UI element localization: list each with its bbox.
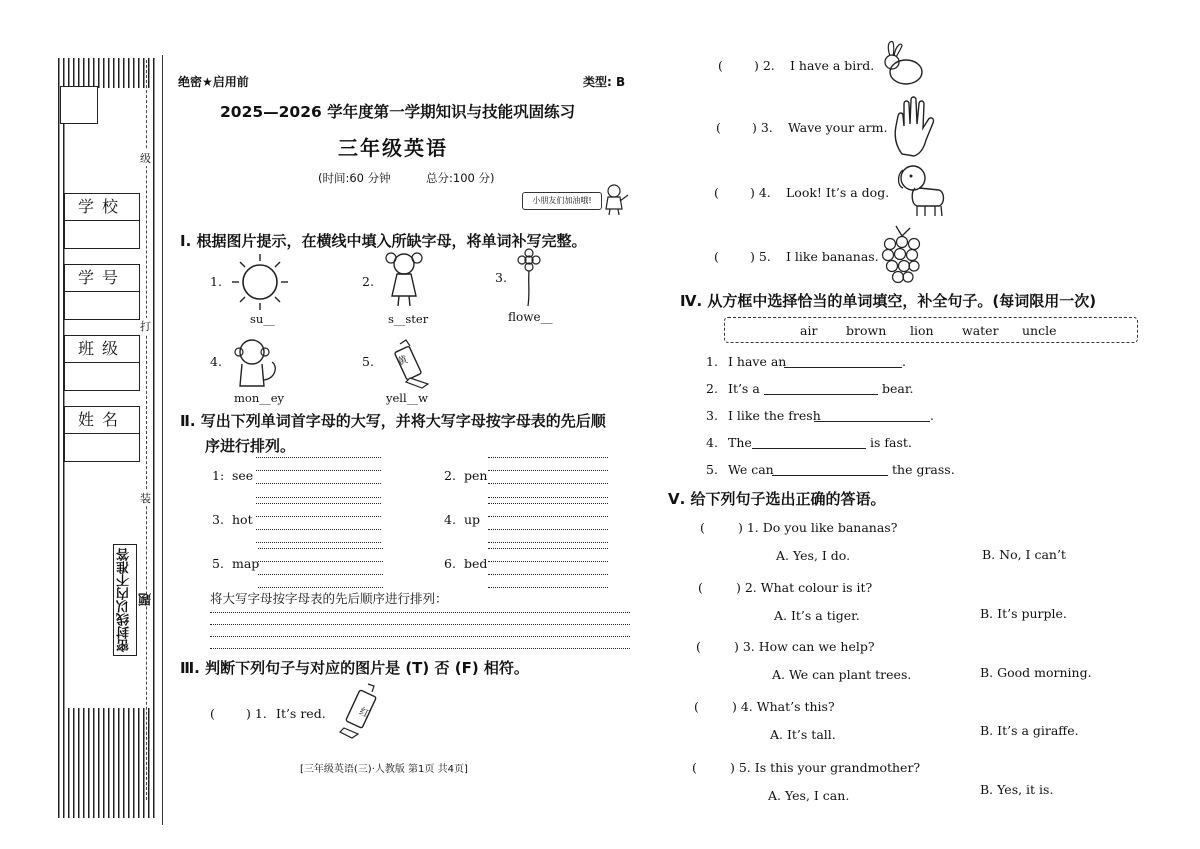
margin-line [162,55,163,825]
line-char-1: 级 [140,152,151,165]
s2-item-3-line-a[interactable] [256,503,381,504]
s1-item-1-word[interactable]: su__ [250,312,275,326]
s3-item-4-paren[interactable]: ( [714,185,719,200]
s5-item-3-option-b[interactable]: B. Good morning. [980,665,1092,680]
s2-item-3-line-d[interactable] [256,542,381,543]
s5-item-4-option-b[interactable]: B. It’s a giraffe. [980,723,1079,738]
section-4-title: Ⅳ. 从方框中选择恰当的单词填空，补全句子。(每词限用一次) [680,292,1097,310]
s3-item-1-text: It’s red. [276,706,326,721]
s2-answer-line-c[interactable] [210,636,630,637]
class-box[interactable] [64,335,140,391]
s4-item-1-pre: I have an [728,354,787,369]
yellow-crayon-char: 黄 [395,354,410,369]
s4-item-2-num: 2. [706,381,718,396]
s2-item-6-line-a[interactable] [488,548,608,549]
s2-item-3-word: hot [232,512,253,527]
s2-item-1-word: see [232,468,254,483]
s3-item-3-num: ) 3. [752,120,773,135]
s2-answer-line-b[interactable] [210,624,630,625]
s4-item-2-post: bear. [882,381,914,396]
s2-item-2-line-b[interactable] [488,470,608,471]
name-box[interactable] [64,406,140,462]
s2-item-3-line-c[interactable] [256,529,381,530]
s4-item-1-blank[interactable] [784,367,902,368]
s2-item-5-num: 5. [212,556,224,571]
s4-item-3-post: . [930,408,934,423]
s5-item-1-option-a[interactable]: A. Yes, I do. [776,548,851,563]
word-bank-item-3: lion [910,323,934,338]
word-bank-item-5: uncle [1022,323,1057,338]
s4-item-1-num: 1. [706,354,718,369]
word-bank-item-4: water [962,323,999,338]
line-char-2: 打 [140,320,151,333]
s2-item-6-line-b[interactable] [488,561,608,562]
s1-item-4-num: 4. [210,354,222,369]
sun-icon [228,250,292,314]
s4-item-2-blank[interactable] [764,394,878,395]
s2-item-1-num: 1: [212,468,225,483]
s1-item-5-num: 5. [362,354,374,369]
s5-item-1-option-b[interactable]: B. No, I can’t [982,547,1066,562]
s2-item-5-line-d[interactable] [258,587,383,588]
s5-item-5-paren[interactable]: ( [692,760,697,775]
student-id-label: 学号 [65,265,139,292]
section-5-title: Ⅴ. 给下列句子选出正确的答语。 [668,490,886,508]
exam-title: 2025—2026 学年度第一学期知识与技能巩固练习 [220,103,576,121]
word-bank-item-2: brown [846,323,887,338]
s2-item-2-word: pen [464,468,488,483]
s1-item-3-word[interactable]: flowe__ [508,310,553,324]
s4-item-5-post: the grass. [892,462,955,477]
flower-icon [516,248,542,308]
name-label: 姓名 [65,407,139,434]
yellow-crayon-icon [388,340,436,390]
s5-item-3-paren[interactable]: ( [696,639,701,654]
s4-item-4-post: is fast. [870,435,912,450]
s5-item-4-paren[interactable]: ( [694,699,699,714]
grapes-icon [880,224,926,286]
s1-item-5-word[interactable]: yell__w [386,391,429,405]
s2-item-2-line-a[interactable] [488,457,608,458]
rabbit-icon [878,38,930,90]
hand-icon [890,96,940,158]
school-box[interactable] [64,193,140,249]
section-2-title-line1: Ⅱ. 写出下列单词首字母的大写，并将大写字母按字母表的先后顺 [180,412,606,430]
type-label: 类型: B [583,75,626,89]
s4-item-3-num: 3. [706,408,718,423]
red-crayon-char: 红 [357,706,372,721]
s3-item-5-text: I like bananas. [786,249,879,264]
s2-item-3-num: 3. [212,512,224,527]
binding-tab [60,86,98,124]
s3-item-2-text: I have a bird. [790,58,875,73]
s2-item-6-word: bed [464,556,488,571]
s5-item-5-option-a[interactable]: A. Yes, I can. [768,788,850,803]
s5-item-2-question: ) 2. What colour is it? [736,580,873,595]
s3-item-4-text: Look! It’s a dog. [786,185,890,200]
student-id-box[interactable] [64,264,140,320]
s2-item-4-line-c[interactable] [488,529,608,530]
s1-item-3-num: 3. [495,270,507,285]
class-label: 班级 [65,336,139,363]
s4-item-4-blank[interactable] [752,448,866,449]
s5-item-3-option-a[interactable]: A. We can plant trees. [772,667,912,682]
s3-item-3-paren[interactable]: ( [716,120,721,135]
s1-item-2-num: 2. [362,274,374,289]
s2-item-4-line-a[interactable] [488,503,608,504]
s3-item-4-num: ) 4. [750,185,771,200]
s5-item-2-paren[interactable]: ( [698,580,703,595]
s2-item-4-line-b[interactable] [488,516,608,517]
dog-icon [895,160,949,220]
s4-item-3-blank[interactable] [814,421,930,422]
s2-item-1-line-c[interactable] [256,483,381,484]
s2-item-2-num: 2. [444,468,456,483]
s2-item-4-word: up [464,512,481,527]
s2-item-5-word: map [232,556,260,571]
s5-item-1-question: ) 1. Do you like bananas? [738,520,898,535]
s2-item-2-line-d[interactable] [488,497,608,498]
s5-item-4-option-a[interactable]: A. It’s tall. [770,727,836,742]
s3-item-3-text: Wave your arm. [788,120,888,135]
s3-item-2-paren[interactable]: ( [718,58,723,73]
s3-item-1-num: ) 1. [246,706,267,721]
s2-answer-line-a[interactable] [210,612,630,613]
s5-item-2-option-b[interactable]: B. It’s purple. [980,606,1067,621]
s3-item-5-num: ) 5. [750,249,771,264]
s2-item-2-line-c[interactable] [488,483,608,484]
word-bank-item-1: air [800,323,818,338]
s2-item-5-line-b[interactable] [258,561,383,562]
s1-item-1-num: 1. [210,274,222,289]
secret-label: 绝密★启用前 [178,75,249,89]
s2-item-1-line-d[interactable] [256,497,381,498]
s5-item-5-option-b[interactable]: B. Yes, it is. [980,782,1054,797]
s2-item-1-line-b[interactable] [256,470,381,471]
s3-item-5-paren[interactable]: ( [714,249,719,264]
s2-item-4-line-d[interactable] [488,542,608,543]
binding-panel [66,88,150,708]
subject-title: 三年级英语 [338,136,448,160]
school-label: 学校 [65,194,139,221]
s2-item-1-line-a[interactable] [256,457,381,458]
girl-sister-icon [382,250,426,310]
s5-item-3-question: ) 3. How can we help? [734,639,875,654]
monkey-icon [232,336,280,392]
s2-item-4-num: 4. [444,512,456,527]
s2-answer-line-d[interactable] [210,648,630,649]
score-info: 总分:100 分) [426,171,495,185]
girl-cheer-icon [600,183,630,217]
s4-item-4-num: 4. [706,435,718,450]
s2-item-6-num: 6. [444,556,456,571]
time-info: (时间:60 分钟 [318,171,391,185]
s5-item-5-question: ) 5. Is this your grandmother? [730,760,921,775]
cut-line [146,60,147,800]
s1-item-4-word[interactable]: mon__ey [234,391,285,405]
section-1-title: Ⅰ. 根据图片提示，在横线中填入所缺字母，将单词补写完整。 [180,232,587,250]
s2-item-5-line-c[interactable] [258,574,383,575]
s4-item-1-post: . [902,354,906,369]
section-3-title: Ⅲ. 判断下列句子与对应的图片是 (T) 否 (F) 相符。 [180,659,529,677]
s4-item-5-blank[interactable] [772,475,888,476]
s3-item-2-num: ) 2. [754,58,775,73]
s2-instruction: 将大写字母按字母表的先后顺序进行排列： [210,591,448,606]
s2-item-5-line-a[interactable] [258,548,383,549]
page-footer: [三年级英语(三)·人教版 第1页 共4页] [300,764,468,775]
seal-warning: 密封线以内不准答题 [113,544,137,656]
cheer-badge: 小朋友们加油哦! [522,192,602,210]
s2-item-3-line-b[interactable] [256,516,381,517]
s4-item-4-pre: The [728,435,752,450]
s3-item-1-paren[interactable]: ( [210,706,215,721]
section-2-title-line2: 序进行排列。 [205,437,296,455]
s4-item-5-num: 5. [706,462,718,477]
s4-item-3-pre: I like the fresh [728,408,821,423]
s4-item-5-pre: We can [728,462,774,477]
s5-item-2-option-a[interactable]: A. It’s a tiger. [774,608,860,623]
s1-item-2-word[interactable]: s__ster [388,312,429,326]
s5-item-1-paren[interactable]: ( [700,520,705,535]
s2-item-6-line-d[interactable] [488,587,608,588]
s4-item-2-pre: It’s a [728,381,760,396]
s2-item-6-line-c[interactable] [488,574,608,575]
line-char-3: 装 [140,492,151,505]
s5-item-4-question: ) 4. What’s this? [732,699,835,714]
